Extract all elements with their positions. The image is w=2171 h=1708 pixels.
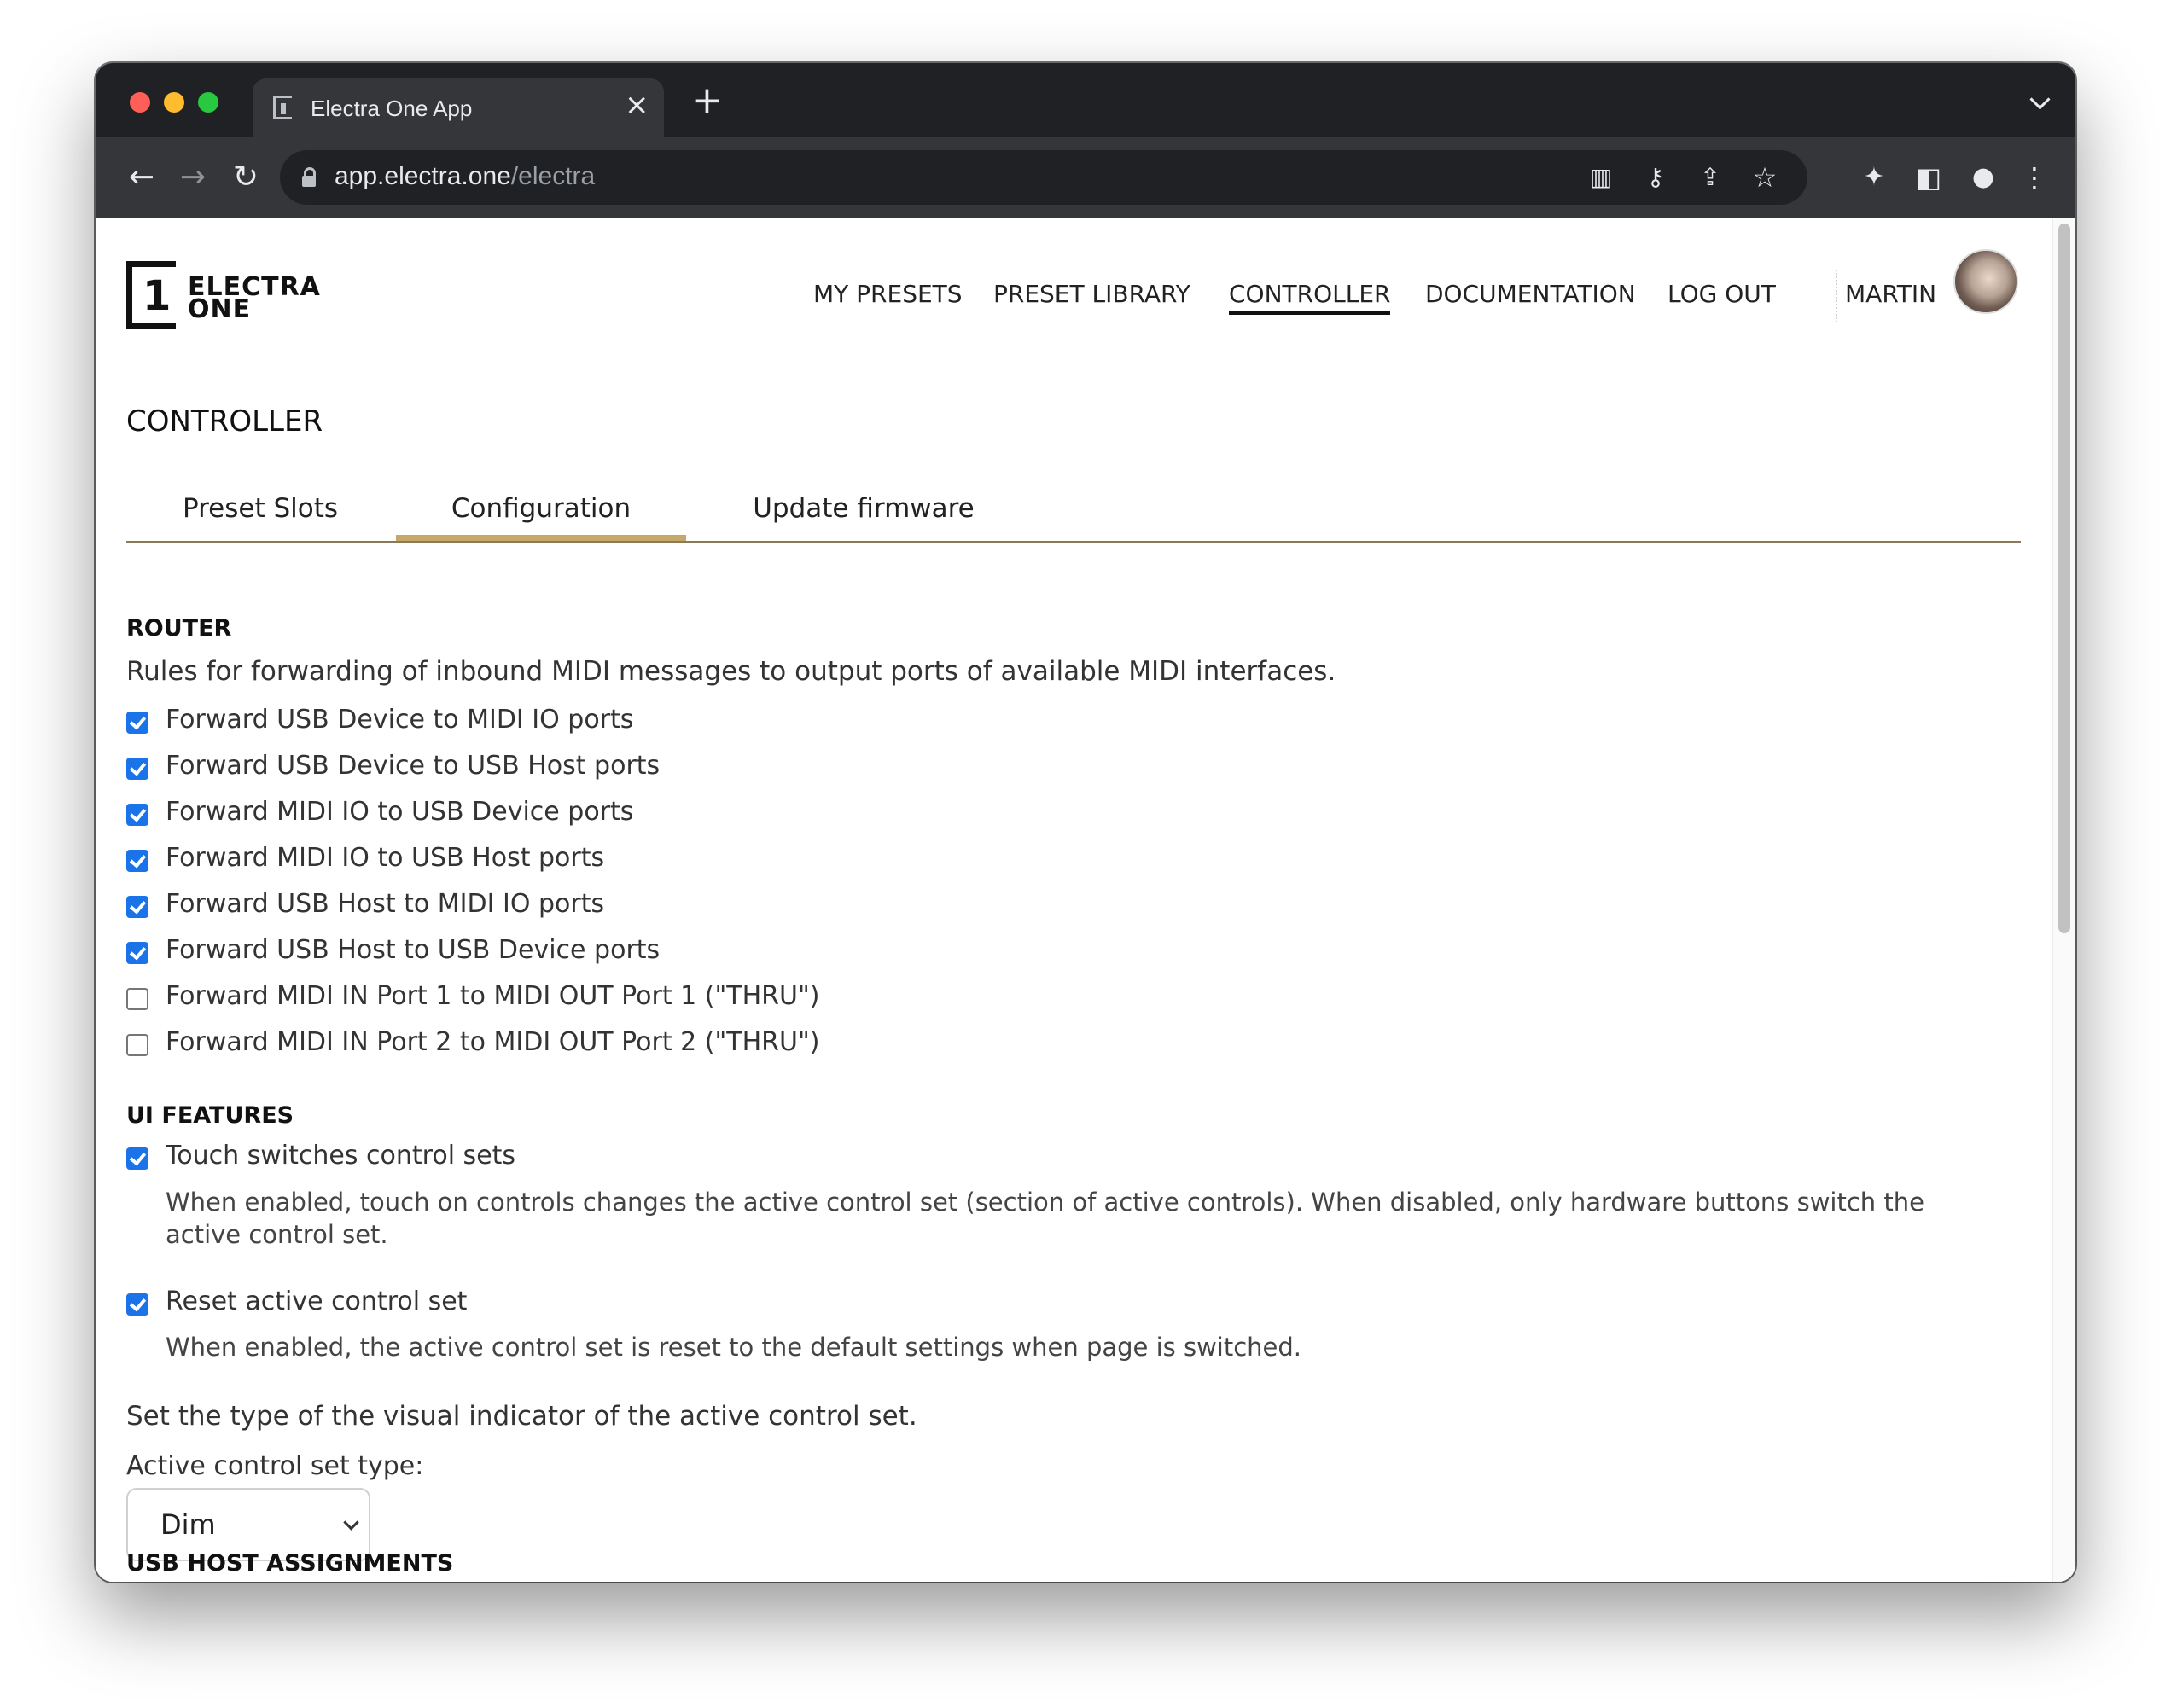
touch-switches-checkbox[interactable] bbox=[126, 1147, 148, 1170]
lock-icon[interactable] bbox=[302, 167, 316, 188]
nav-log-out[interactable]: LOG OUT bbox=[1668, 280, 1776, 308]
router-checkbox[interactable] bbox=[126, 850, 148, 872]
reload-icon[interactable]: ↻ bbox=[232, 160, 259, 195]
router-checkbox[interactable] bbox=[126, 1034, 148, 1056]
piano-keys-icon[interactable]: ▥ bbox=[1589, 163, 1613, 191]
tab-update-firmware[interactable]: Update firmware bbox=[753, 493, 975, 524]
close-window-button[interactable] bbox=[130, 92, 150, 113]
electra-favicon-icon bbox=[273, 96, 292, 119]
url-host: app.electra.one bbox=[335, 162, 511, 190]
tab-title: Electra One App bbox=[311, 96, 473, 121]
chevron-down-icon bbox=[343, 1514, 358, 1530]
reset-control-set-checkbox[interactable] bbox=[126, 1293, 148, 1316]
router-checkbox[interactable] bbox=[126, 804, 148, 826]
share-icon[interactable]: ⇪ bbox=[1700, 163, 1720, 191]
address-bar[interactable] bbox=[280, 150, 1807, 205]
logo-wordmark: ELECTRA ONE bbox=[188, 272, 321, 324]
reset-control-set-row[interactable] bbox=[126, 1287, 1492, 1321]
router-option-label[interactable]: Forward USB Device to USB Host ports bbox=[166, 751, 661, 781]
main-nav bbox=[126, 280, 2021, 331]
reset-control-set-label[interactable]: Reset active control set bbox=[166, 1287, 468, 1316]
scrollbar[interactable] bbox=[2052, 218, 2075, 1582]
tab-close-icon[interactable]: × bbox=[625, 88, 649, 122]
scrollbar-thumb[interactable] bbox=[2058, 224, 2070, 933]
browser-toolbar bbox=[96, 137, 2075, 218]
nav-documentation[interactable]: DOCUMENTATION bbox=[1425, 280, 1636, 308]
router-option-row[interactable] bbox=[126, 935, 1492, 969]
page-title: CONTROLLER bbox=[126, 404, 323, 439]
controller-tabs bbox=[126, 483, 2021, 543]
router-option-row[interactable] bbox=[126, 751, 1492, 785]
indicator-description: Set the type of the visual indicator of the active control set. bbox=[126, 1401, 917, 1432]
side-panel-icon[interactable]: ◧ bbox=[1915, 161, 1942, 194]
nav-controller[interactable]: CONTROLLER bbox=[1229, 280, 1390, 315]
router-checkbox[interactable] bbox=[126, 712, 148, 734]
router-option-label[interactable]: Forward USB Host to USB Device ports bbox=[166, 935, 661, 965]
router-heading: ROUTER bbox=[126, 615, 232, 642]
tab-preset-slots[interactable]: Preset Slots bbox=[182, 493, 339, 524]
router-description: Rules for forwarding of inbound MIDI messages to output ports of available MIDI interfaces. bbox=[126, 656, 1336, 687]
router-option-row[interactable] bbox=[126, 889, 1492, 923]
router-checkbox[interactable] bbox=[126, 758, 148, 780]
browser-window bbox=[96, 63, 2075, 1582]
router-option-label[interactable]: Forward MIDI IO to USB Host ports bbox=[166, 843, 605, 873]
bookmark-star-icon[interactable]: ☆ bbox=[1752, 161, 1778, 194]
tab-configuration[interactable]: Configuration bbox=[396, 483, 686, 541]
maximize-window-button[interactable] bbox=[198, 92, 218, 113]
usb-host-heading: USB HOST ASSIGNMENTS bbox=[126, 1550, 454, 1577]
router-option-row[interactable] bbox=[126, 843, 1492, 877]
profile-icon[interactable]: ● bbox=[1971, 162, 1995, 192]
reset-control-set-help: When enabled, the active control set is reset to the default settings when page is switched. bbox=[166, 1333, 1302, 1362]
menu-kebab-icon[interactable]: ⋮ bbox=[2021, 161, 2048, 194]
router-option-label[interactable]: Forward MIDI IO to USB Device ports bbox=[166, 797, 634, 827]
tab-search-chevron-icon[interactable] bbox=[2029, 89, 2050, 109]
logo-mark-icon: 1 bbox=[126, 261, 176, 329]
router-option-row[interactable] bbox=[126, 1027, 1492, 1061]
router-option-label[interactable]: Forward USB Device to MIDI IO ports bbox=[166, 705, 634, 735]
ui-features-heading: UI FEATURES bbox=[126, 1102, 294, 1129]
page-viewport bbox=[96, 218, 2075, 1582]
router-option-row[interactable] bbox=[126, 981, 1492, 1015]
browser-tab[interactable] bbox=[253, 78, 664, 137]
user-name[interactable]: MARTIN bbox=[1845, 280, 1937, 308]
touch-switches-row[interactable] bbox=[126, 1141, 1492, 1175]
router-option-label[interactable]: Forward USB Host to MIDI IO ports bbox=[166, 889, 605, 919]
select-value: Dim bbox=[160, 1508, 216, 1541]
avatar[interactable] bbox=[1953, 249, 2018, 314]
router-checkbox[interactable] bbox=[126, 988, 148, 1010]
touch-switches-help: When enabled, touch on controls changes the active control set (section of active controls). When disabled, only hardware buttons switch the active control set. bbox=[166, 1188, 1924, 1249]
router-option-label[interactable]: Forward MIDI IN Port 1 to MIDI OUT Port 1 ("THRU") bbox=[166, 981, 820, 1011]
new-tab-button[interactable]: + bbox=[691, 78, 723, 122]
forward-arrow-icon[interactable]: → bbox=[179, 160, 207, 195]
nav-divider bbox=[1836, 270, 1837, 322]
key-icon[interactable]: ⚷ bbox=[1646, 163, 1665, 191]
router-option-row[interactable] bbox=[126, 797, 1492, 831]
extensions-puzzle-icon[interactable]: ✦ bbox=[1863, 162, 1885, 192]
router-option-label[interactable]: Forward MIDI IN Port 2 to MIDI OUT Port 2 ("THRU") bbox=[166, 1027, 820, 1057]
url-path: /electra bbox=[510, 162, 596, 190]
minimize-window-button[interactable] bbox=[164, 92, 184, 113]
browser-tabbar bbox=[96, 63, 2075, 137]
control-set-type-label: Active control set type: bbox=[126, 1451, 424, 1481]
touch-switches-label[interactable]: Touch switches control sets bbox=[166, 1141, 516, 1171]
router-checkbox[interactable] bbox=[126, 896, 148, 918]
router-checkbox[interactable] bbox=[126, 942, 148, 964]
url-text[interactable] bbox=[335, 162, 595, 191]
router-option-row[interactable] bbox=[126, 705, 1492, 739]
nav-preset-library[interactable]: PRESET LIBRARY bbox=[993, 280, 1190, 308]
back-arrow-icon[interactable]: ← bbox=[128, 160, 155, 195]
nav-my-presets[interactable]: MY PRESETS bbox=[813, 280, 963, 308]
